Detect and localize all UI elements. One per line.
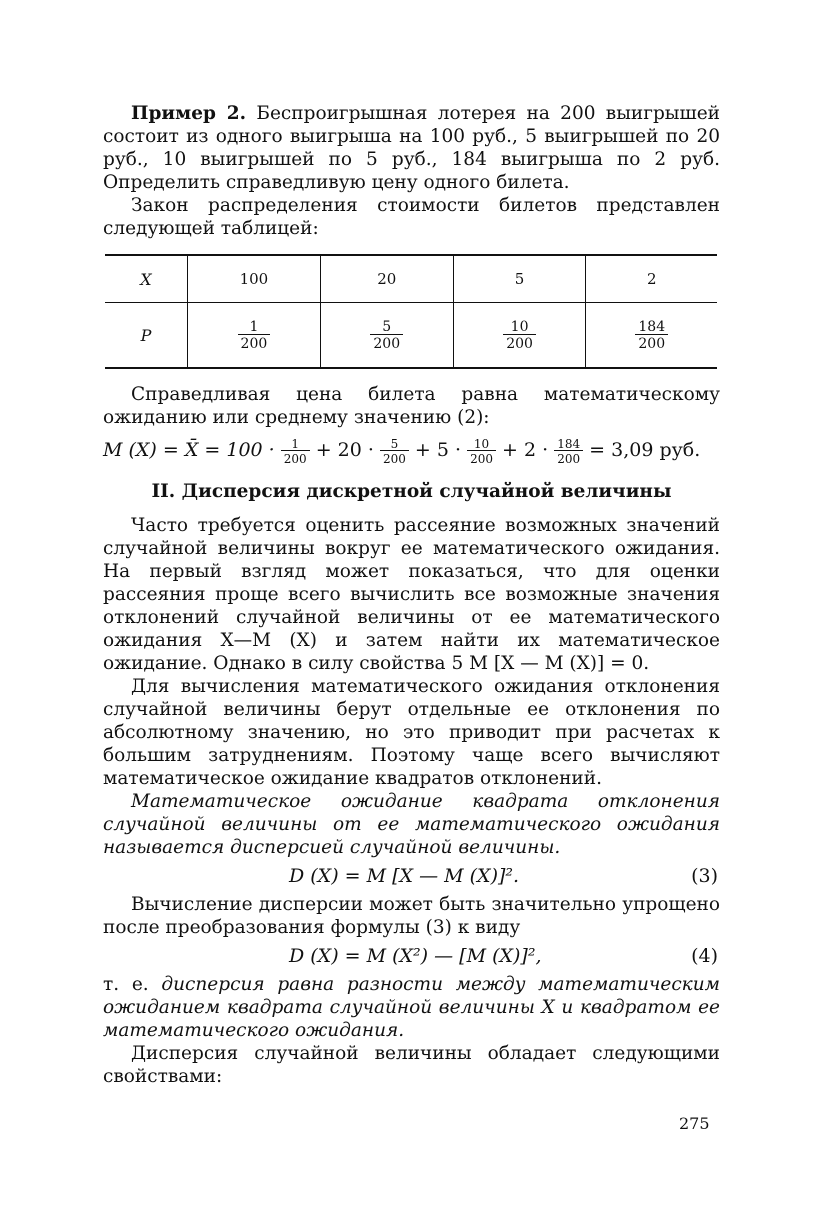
fraction — [467, 438, 496, 465]
variance-definition: Математическое ожидание квадрата отклонения случайной величины от ее математического ожидания называется дисперсией случайной величины. — [103, 791, 720, 858]
fair-price-paragraph: Справедливая цена билета равна математическому ожиданию или среднему значению (2): — [103, 384, 720, 428]
simplify-paragraph: Вычисление дисперсии может быть значительно упрощено после преобразования формулы (3) к виду — [103, 894, 720, 938]
numerator: 184 — [638, 318, 666, 335]
example-label: Пример 2. — [131, 103, 247, 124]
fraction — [281, 438, 310, 465]
denominator: 200 — [370, 334, 403, 351]
table-cell — [188, 303, 321, 369]
properties-paragraph: Дисперсия случайной величины обладает следующими свойствами: — [103, 1043, 720, 1087]
equation-3 — [103, 861, 720, 891]
example-text: Беспроигрышная лотерея на 200 выигрышей состоит из одного выигрыша на 100 руб., 5 выигрышей по 20 руб., 10 выигрышей по 5 руб., 184 выигрыша по 2 руб. Определить справедливую цену одного билета. — [103, 103, 720, 193]
table-cell — [453, 303, 586, 369]
numerator: 5 — [390, 436, 399, 451]
ie-prefix: т. е. — [103, 974, 162, 995]
equation-4 — [103, 941, 720, 971]
formula-term: + 5 · — [408, 439, 468, 461]
formula-term: + 20 · — [309, 439, 380, 461]
fraction — [380, 438, 409, 465]
row-label-x: X — [105, 255, 188, 303]
equation-4-number: (4) — [691, 945, 718, 967]
numerator: 184 — [557, 436, 581, 451]
section-heading: II. Дисперсия дискретной случайной величины — [151, 481, 672, 502]
equation-3-number: (3) — [691, 865, 718, 887]
fraction — [554, 438, 583, 465]
numerator: 10 — [510, 318, 529, 335]
ie-paragraph — [103, 973, 720, 1042]
equation-3-expression: D (X) = M [X — M (X)]². — [289, 865, 520, 887]
denominator: 200 — [467, 450, 496, 465]
equation-4-expression: D (X) = M (X²) — [M (X)]², — [289, 945, 542, 967]
page-number: 275 — [679, 1114, 710, 1133]
denominator: 200 — [635, 334, 668, 351]
table-row-p — [105, 303, 717, 369]
distribution-table — [105, 254, 717, 369]
table-cell: 2 — [586, 255, 717, 303]
numerator: 1 — [291, 436, 300, 451]
row-label-p: P — [140, 325, 152, 345]
table-cell — [586, 303, 717, 369]
absolute-deviation-paragraph: Для вычисления математического ожидания отклонения случайной величины берут отдельные ее отклонения по абсолютному значению, но это приводит при расчетах к большим затруднениям. Поэтому чаще всего вычисляют математическое ожидание квадратов отклонений. — [103, 676, 720, 789]
numerator: 1 — [249, 318, 259, 335]
numerator: 10 — [473, 436, 490, 451]
table-cell: 100 — [188, 255, 321, 303]
example-paragraph — [103, 102, 720, 194]
denominator: 200 — [380, 450, 409, 465]
page-content — [103, 102, 720, 1088]
denominator: 200 — [554, 450, 583, 465]
fraction — [238, 320, 271, 351]
scatter-paragraph: Часто требуется оценить рассеяние возможных значений случайной величины вокруг ее математического ожидания. На первый взгляд может показаться, что для оценки рассеяния проще всего вычислить все возможные значения отклонений случайной величины от ее математического ожидания X—M (X) и затем найти их математическое ожидание. Однако в силу свойства 5 M [X — M (X)] = 0. — [103, 515, 720, 674]
table-cell: 20 — [320, 255, 453, 303]
table-row-x — [105, 255, 717, 303]
denominator: 200 — [238, 334, 271, 351]
denominator: 200 — [503, 334, 536, 351]
table-cell — [320, 303, 453, 369]
formula-result: = 3,09 руб. — [583, 439, 701, 461]
denominator: 200 — [281, 450, 310, 465]
distribution-law-paragraph: Закон распределения стоимости билетов представлен следующей таблицей: — [103, 195, 720, 239]
table-cell: 5 — [453, 255, 586, 303]
ie-italic-text: дисперсия равна разности между математическим ожиданием квадрата случайной величины X и квадратом ее математического ожидания. — [103, 974, 720, 1041]
fraction — [370, 320, 403, 351]
fraction — [503, 320, 536, 351]
numerator: 5 — [382, 318, 392, 335]
expectation-formula — [103, 433, 720, 467]
fraction — [635, 320, 668, 351]
formula-lhs: M (X) = X̄ = 100 · — [103, 439, 281, 461]
formula-term: + 2 · — [496, 439, 555, 461]
